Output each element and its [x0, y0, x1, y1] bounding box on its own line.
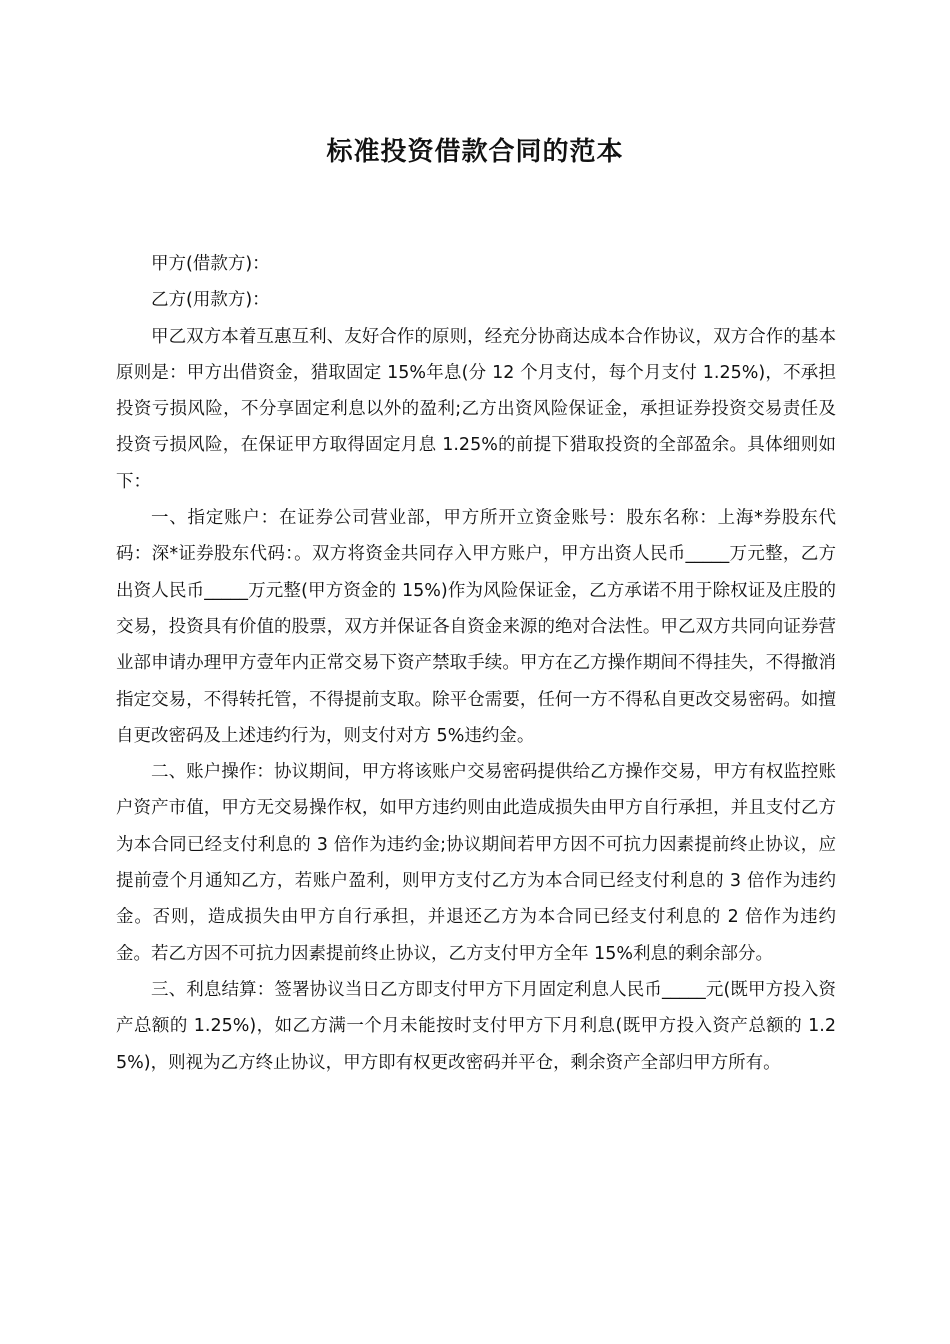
clause-designated-account: 一、指定账户：在证券公司营业部，甲方所开立资金账号：股东名称：上海*券股东代码：深*证券股东代码：。双方将资金共同存入甲方账户，甲方出资人民币_____万元整，乙方出资人民币_____万元整(甲方资金的 15%)作为风险保证金，乙方承诺不用于除权证及庄股的交易，投资具有价值的股票，双方并保证各自资金来源的绝对合法性。甲乙双方共同向证券营业部申请办理甲方壹年内正常交易下资产禁取手续。甲方在乙方操作期间不得挂失，不得撤消指定交易，不得转托管，不得提前支取。除平仓需要，任何一方不得私自更改交易密码。如擅自更改密码及上述违约行为，则支付对方 5%违约金。 [116, 508, 836, 746]
preamble-paragraph: 甲乙双方本着互惠互利、友好合作的原则，经充分协商达成本合作协议，双方合作的基本原则是：甲方出借资金，猎取固定 15%年息(分 12 个月支付，每个月支付 1.25%)，不承担投资亏损风险，不分享固定利息以外的盈利;乙方出资风险保证金，承担证券投资交易责任及投资亏损风险，在保证甲方取得固定月息 1.25%的前提下猎取投资的全部盈余。具体细则如下： [116, 326, 836, 492]
document-title: 标准投资借款合同的范本 [326, 137, 624, 167]
party-b-line: 乙方(用款方)： [151, 290, 270, 311]
clause-account-operation: 二、账户操作：协议期间，甲方将该账户交易密码提供给乙方操作交易，甲方有权监控账户资产市值，甲方无交易操作权，如甲方违约则由此造成损失由甲方自行承担，并且支付乙方为本合同已经支付利息的 3 倍作为违约金;协议期间若甲方因不可抗力因素提前终止协议，应提前壹个月通知乙方，若账户盈利，则甲方支付乙方为本合同已经支付利息的 3 倍作为违约金。否则，造成损失由甲方自行承担，并退还乙方为本合同已经支付利息的 2 倍作为违约金。若乙方因不可抗力因素提前终止协议，乙方支付甲方全年 15%利息的剩余部分。 [116, 762, 836, 964]
clause-interest-settlement: 三、利息结算：签署协议当日乙方即支付甲方下月固定利息人民币_____元(既甲方投入资产总额的 1.25%)，如乙方满一个月未能按时支付甲方下月利息(既甲方投入资产总额的 1.25%)，则视为乙方终止协议，甲方即有权更改密码并平仓，剩余资产全部归甲方所有。 [116, 979, 836, 1073]
party-a-line: 甲方(借款方)： [151, 254, 270, 274]
document-body [116, 246, 836, 1081]
